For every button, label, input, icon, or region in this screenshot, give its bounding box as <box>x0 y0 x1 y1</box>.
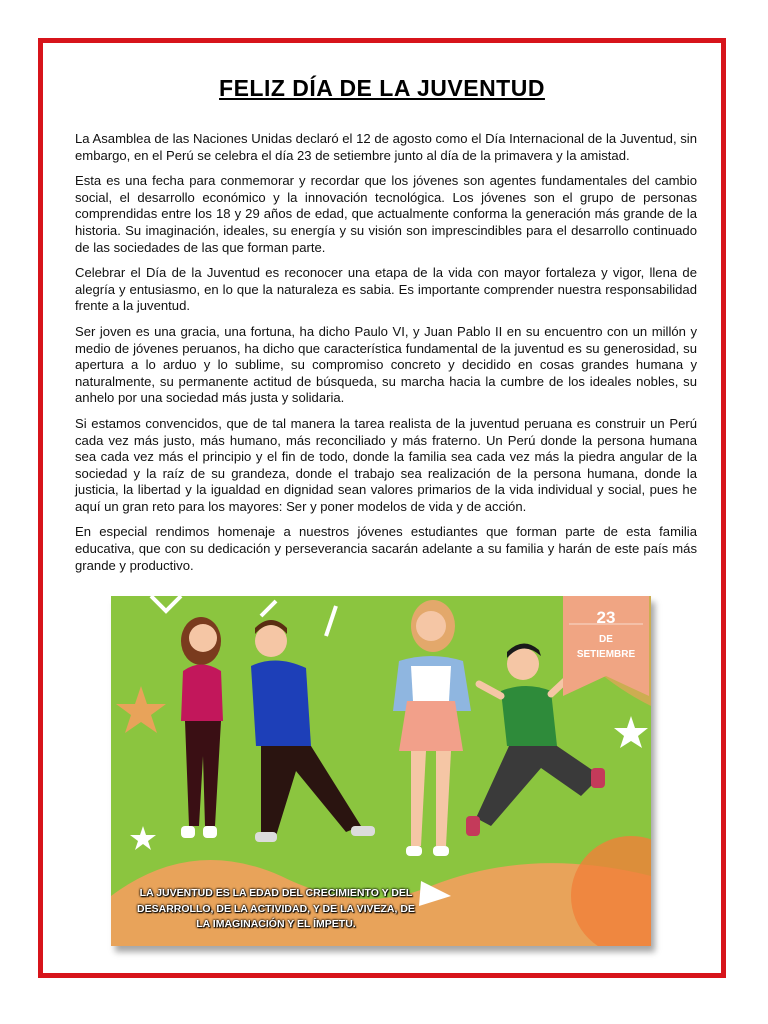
girl-pink-figure <box>181 617 223 838</box>
badge-month: SETIEMBRE <box>576 649 636 660</box>
boy-blue-figure <box>251 620 375 842</box>
article-body <box>75 131 697 583</box>
poster-caption: LA JUVENTUD ES LA EDAD DEL CRECIMIENTO Y DEL DESARROLLO, DE LA ACTIVIDAD, Y DE LA VIVEZA, DE LA IMAGINACIÓN Y EL ÍMPETU. <box>137 887 415 930</box>
badge-day: 23 <box>596 608 616 627</box>
zigzag-shape <box>151 596 181 611</box>
girl-denim-figure <box>393 600 471 856</box>
badge-de: DE <box>599 634 613 645</box>
line-shape <box>261 601 276 616</box>
orange-circle-shape <box>571 836 651 946</box>
star-icon <box>614 716 648 748</box>
paragraph-6: En especial rendimos homenaje a nuestros jóvenes estudiantes que forman parte de esta familia educativa, que con su dedicación y perseverancia sacarán adelante a su familia y harán de este país más grande y productivo. <box>75 524 697 573</box>
paragraph-2: Esta es una fecha para conmemorar y recordar que los jóvenes son agentes fundamentales del cambio social, el desarrollo económico y la innovación tecnológica. Los jóvenes son el grupo de personas comprendidas entre los 18 y 29 años de edad, que actualmente conforma la generación más grande de la historia. Su imaginación, ideales, su energía y su visión son imprescindibles para el desarrollo continuado de las sociedades de las que forman parte. <box>75 173 697 255</box>
star-icon <box>130 826 156 850</box>
star-icon <box>116 686 166 733</box>
date-badge <box>563 596 649 696</box>
line-shape <box>326 606 336 636</box>
paragraph-4: Ser joven es una gracia, una fortuna, ha dicho Paulo VI, y Juan Pablo II en su encuentro con un millón y medio de jóvenes peruanos, ha dicho que característica fundamental de la juventud es su generosidad, su apertura a lo arduo y lo sublime, su compromiso concreto y decidido en cosas grandes humana y naturalmente, su permanente actitud de búsqueda, su marcha hacia la cumbre de los ideales nobles, su anhelo por una sociedad más justa y solidaria. <box>75 323 697 406</box>
paragraph-1: La Asamblea de las Naciones Unidas declaró el 12 de agosto como el Día Internacional de la Juventud, sin embargo, en el Perú se celebra el día 23 de setiembre junto al día de la primavera y la amistad. <box>75 131 697 163</box>
paragraph-3: Celebrar el Día de la Juventud es reconocer una etapa de la vida con mayor fortaleza y vigor, llena de alegría y entusiasmo, en lo que la naturaleza es sabia. Es importante comprender nuestra responsabilidad frente a la juventud. <box>75 265 697 314</box>
page-title: FELIZ DÍA DE LA JUVENTUD <box>219 75 545 101</box>
page-frame <box>38 38 726 978</box>
youth-day-poster <box>111 596 651 946</box>
paragraph-5: Si estamos convencidos, que de tal manera la tarea realista de la juventud peruana es construir un Perú cada vez más justo, más humano, más reconciliado y más fraterno. Un Perú donde la persona humana sea cada vez más el principio y el fin de todo, donde la familia sea cada vez más la piedra angular de la sociedad y la raíz de su grandeza, donde el trabajo sea realización de la persona humana, donde la justicia, la libertad y la igualdad en dignidad sean valores primarios de la vida individual y social, pues he aquí un gran reto para los mayores: Ser y poner modelos de vida y de acción. <box>75 415 697 514</box>
